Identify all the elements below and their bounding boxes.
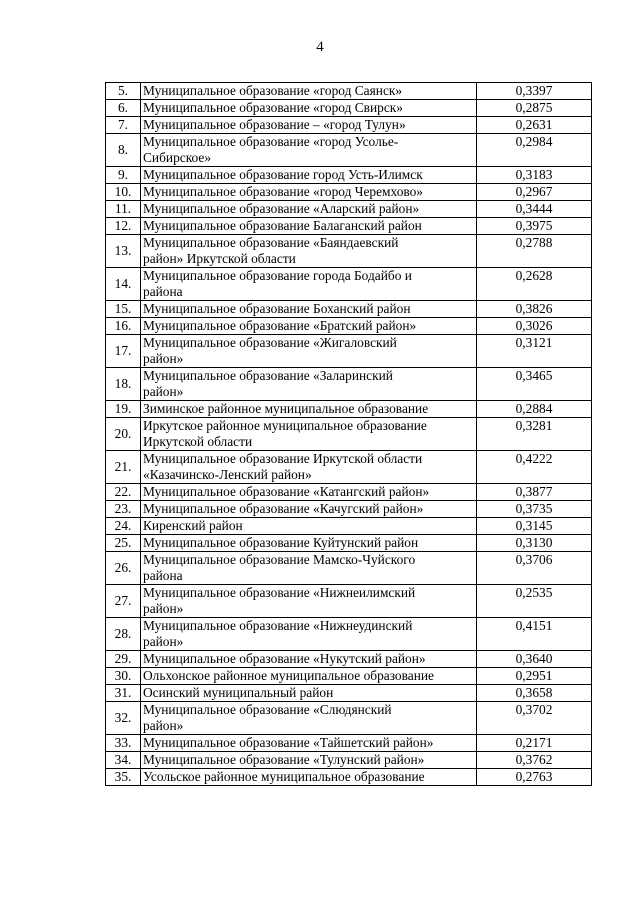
coefficient-value: 0,3975	[477, 218, 592, 235]
table-row	[106, 702, 592, 735]
coefficient-value: 0,2535	[477, 585, 592, 618]
row-number: 25.	[106, 535, 141, 552]
table-row	[106, 585, 592, 618]
coefficient-value: 0,3145	[477, 518, 592, 535]
row-number: 7.	[106, 117, 141, 134]
row-number: 27.	[106, 585, 141, 618]
municipality-name: Муниципальное образование «Тайшетский район»	[141, 735, 477, 752]
row-number: 26.	[106, 552, 141, 585]
municipality-name: Муниципальное образование «Нижнеилимский район»	[141, 585, 477, 618]
municipality-name: Муниципальное образование «Качугский район»	[141, 501, 477, 518]
row-number: 24.	[106, 518, 141, 535]
table-row	[106, 83, 592, 100]
table-row	[106, 618, 592, 651]
table-row	[106, 201, 592, 218]
row-number: 29.	[106, 651, 141, 668]
municipality-name: Муниципальное образование «Заларинский район»	[141, 368, 477, 401]
municipality-name: Муниципальное образование «Братский район»	[141, 318, 477, 335]
row-number: 13.	[106, 235, 141, 268]
table-row	[106, 100, 592, 117]
municipality-name: Муниципальное образование «город Усолье- Сибирское»	[141, 134, 477, 167]
row-number: 18.	[106, 368, 141, 401]
municipality-name: Ольхонское районное муниципальное образование	[141, 668, 477, 685]
table-row	[106, 668, 592, 685]
row-number: 8.	[106, 134, 141, 167]
row-number: 5.	[106, 83, 141, 100]
municipality-name: Муниципальное образование «город Черемхово»	[141, 184, 477, 201]
table-row	[106, 268, 592, 301]
coefficient-value: 0,3706	[477, 552, 592, 585]
table-row	[106, 552, 592, 585]
table-row	[106, 769, 592, 786]
row-number: 10.	[106, 184, 141, 201]
municipality-name: Муниципальное образование «Катангский район»	[141, 484, 477, 501]
row-number: 15.	[106, 301, 141, 318]
table-row	[106, 218, 592, 235]
table-body	[106, 83, 592, 786]
coefficient-value: 0,3658	[477, 685, 592, 702]
coefficient-value: 0,2171	[477, 735, 592, 752]
row-number: 28.	[106, 618, 141, 651]
coefficient-value: 0,2884	[477, 401, 592, 418]
municipality-name: Муниципальное образование «Слюдянский район»	[141, 702, 477, 735]
coefficient-value: 0,2984	[477, 134, 592, 167]
page-number: 4	[316, 39, 324, 55]
municipality-name: Муниципальное образование Иркутской области «Казачинско-Ленский район»	[141, 451, 477, 484]
coefficient-value: 0,3026	[477, 318, 592, 335]
coefficient-value: 0,2763	[477, 769, 592, 786]
coefficient-value: 0,2628	[477, 268, 592, 301]
municipality-name: Муниципальное образование «Баяндаевский район» Иркутской области	[141, 235, 477, 268]
table-row	[106, 484, 592, 501]
table-row	[106, 184, 592, 201]
municipality-name: Муниципальное образование «Нукутский район»	[141, 651, 477, 668]
row-number: 34.	[106, 752, 141, 769]
municipality-name: Киренский район	[141, 518, 477, 535]
table-row	[106, 235, 592, 268]
coefficient-value: 0,3397	[477, 83, 592, 100]
municipality-name: Муниципальное образование Мамско-Чуйского района	[141, 552, 477, 585]
row-number: 12.	[106, 218, 141, 235]
table-row	[106, 335, 592, 368]
coefficient-value: 0,3762	[477, 752, 592, 769]
municipality-name: Муниципальное образование «город Свирск»	[141, 100, 477, 117]
municipality-name: Муниципальное образование «Нижнеудинский район»	[141, 618, 477, 651]
municipality-name: Муниципальное образование Боханский район	[141, 301, 477, 318]
row-number: 14.	[106, 268, 141, 301]
row-number: 33.	[106, 735, 141, 752]
row-number: 22.	[106, 484, 141, 501]
municipality-name: Усольское районное муниципальное образование	[141, 769, 477, 786]
row-number: 16.	[106, 318, 141, 335]
table-row	[106, 651, 592, 668]
row-number: 6.	[106, 100, 141, 117]
coefficient-value: 0,3640	[477, 651, 592, 668]
row-number: 31.	[106, 685, 141, 702]
row-number: 32.	[106, 702, 141, 735]
row-number: 20.	[106, 418, 141, 451]
coefficient-value: 0,4222	[477, 451, 592, 484]
table-row	[106, 134, 592, 167]
table-row	[106, 418, 592, 451]
table-row	[106, 301, 592, 318]
row-number: 35.	[106, 769, 141, 786]
row-number: 30.	[106, 668, 141, 685]
coefficient-value: 0,2788	[477, 235, 592, 268]
coefficient-value: 0,3735	[477, 501, 592, 518]
municipality-name: Муниципальное образование «Тулунский район»	[141, 752, 477, 769]
table-row	[106, 752, 592, 769]
coefficient-value: 0,3130	[477, 535, 592, 552]
municipality-name: Муниципальное образование города Бодайбо и района	[141, 268, 477, 301]
row-number: 19.	[106, 401, 141, 418]
coefficient-value: 0,4151	[477, 618, 592, 651]
coefficient-value: 0,3877	[477, 484, 592, 501]
coefficient-value: 0,3281	[477, 418, 592, 451]
municipality-name: Муниципальное образование – «город Тулун»	[141, 117, 477, 134]
table-row	[106, 685, 592, 702]
table-row	[106, 368, 592, 401]
municipality-name: Муниципальное образование Куйтунский район	[141, 535, 477, 552]
coefficient-value: 0,2951	[477, 668, 592, 685]
table-row	[106, 401, 592, 418]
municipality-name: Муниципальное образование «город Саянск»	[141, 83, 477, 100]
table-row	[106, 501, 592, 518]
table-row	[106, 735, 592, 752]
table-row	[106, 167, 592, 184]
municipality-name: Муниципальное образование «Аларский район»	[141, 201, 477, 218]
row-number: 9.	[106, 167, 141, 184]
coefficient-value: 0,2875	[477, 100, 592, 117]
table-row	[106, 318, 592, 335]
table-row	[106, 117, 592, 134]
municipality-name: Муниципальное образование «Жигаловский район»	[141, 335, 477, 368]
coefficient-value: 0,3465	[477, 368, 592, 401]
coefficient-value: 0,3444	[477, 201, 592, 218]
municipality-name: Зиминское районное муниципальное образование	[141, 401, 477, 418]
coefficient-value: 0,3121	[477, 335, 592, 368]
municipality-name: Муниципальное образование Балаганский район	[141, 218, 477, 235]
coefficient-value: 0,3183	[477, 167, 592, 184]
municipality-name: Иркутское районное муниципальное образование Иркутской области	[141, 418, 477, 451]
row-number: 11.	[106, 201, 141, 218]
municipality-name: Осинский муниципальный район	[141, 685, 477, 702]
table-row	[106, 518, 592, 535]
row-number: 17.	[106, 335, 141, 368]
coefficient-value: 0,2967	[477, 184, 592, 201]
municipal-coefficients-table	[105, 82, 592, 786]
row-number: 23.	[106, 501, 141, 518]
row-number: 21.	[106, 451, 141, 484]
coefficient-value: 0,3826	[477, 301, 592, 318]
municipality-name: Муниципальное образование город Усть-Илимск	[141, 167, 477, 184]
coefficient-value: 0,2631	[477, 117, 592, 134]
table-row	[106, 451, 592, 484]
table-row	[106, 535, 592, 552]
coefficient-value: 0,3702	[477, 702, 592, 735]
